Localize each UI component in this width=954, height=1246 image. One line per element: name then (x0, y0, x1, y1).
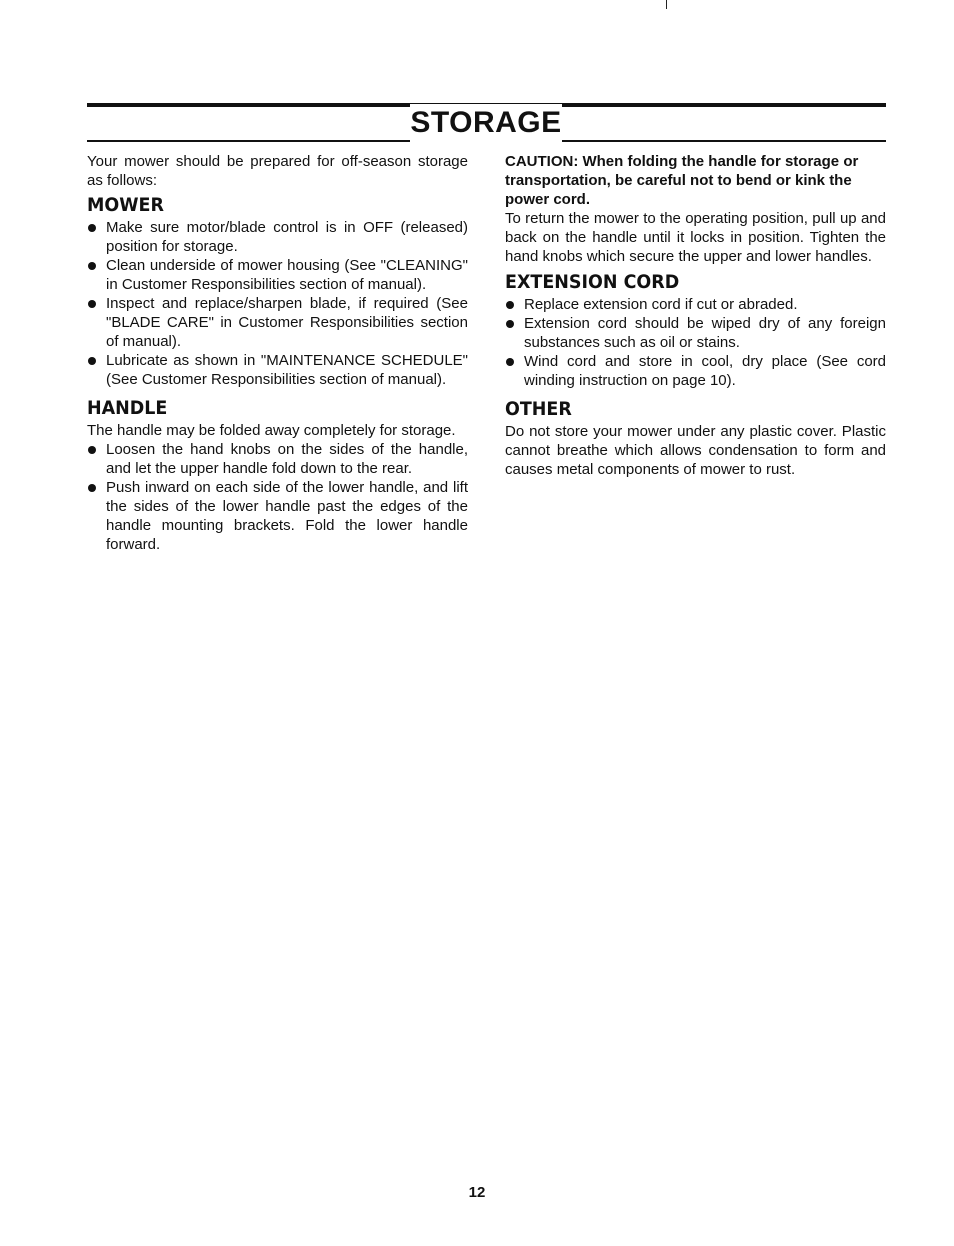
list-item: Clean underside of mower housing (See "CLEANING" in Customer Responsibilities section of manual). (87, 256, 468, 294)
handle-list (87, 440, 468, 554)
return-instructions: To return the mower to the operating position, pull up and back on the handle until it locks in position. Tighten the hand knobs which secure the upper and lower handles. (505, 210, 886, 265)
bullet-icon (506, 301, 514, 309)
list-item: Inspect and replace/sharpen blade, if required (See "BLADE CARE" in Customer Responsibilities section of manual). (87, 294, 468, 351)
mower-heading: MOWER (87, 194, 164, 216)
page-title: STORAGE (410, 104, 562, 142)
list-item: Make sure motor/blade control is in OFF (released) position for storage. (87, 218, 468, 256)
bullet-icon (88, 484, 96, 492)
other-text: Do not store your mower under any plastic cover. Plastic cannot breathe which allows condensation to form and causes metal components of mower to rust. (505, 423, 886, 478)
right-column (505, 152, 886, 479)
bullet-icon (506, 320, 514, 328)
page-number: 12 (468, 1184, 486, 1201)
crop-mark (666, 0, 667, 9)
list-item: Replace extension cord if cut or abraded. (505, 295, 886, 314)
list-item: Wind cord and store in cool, dry place (See cord winding instruction on page 10). (505, 352, 886, 390)
bullet-icon (88, 446, 96, 454)
bullet-icon (88, 300, 96, 308)
handle-intro: The handle may be folded away completely for storage. (87, 422, 456, 439)
list-item: Push inward on each side of the lower handle, and lift the sides of the lower handle past the edges of the handle mounting brackets. Fold the lower handle forward. (87, 478, 468, 554)
list-item: Extension cord should be wiped dry of any foreign substances such as oil or stains. (505, 314, 886, 352)
caution-note: CAUTION: When folding the handle for storage or transportation, be careful not to bend or kink the power cord. (505, 153, 859, 208)
storage-intro: Your mower should be prepared for off-season storage as follows: (87, 153, 468, 189)
extension-cord-list (505, 295, 886, 390)
other-heading: OTHER (505, 398, 572, 420)
bullet-icon (88, 357, 96, 365)
left-column (87, 152, 468, 554)
handle-heading: HANDLE (87, 397, 168, 419)
mower-list (87, 218, 468, 389)
bullet-icon (88, 262, 96, 270)
bullet-icon (506, 358, 514, 366)
extension-cord-heading: EXTENSION CORD (505, 271, 680, 293)
list-item: Loosen the hand knobs on the sides of the handle, and let the upper handle fold down to the rear. (87, 440, 468, 478)
bullet-icon (88, 224, 96, 232)
list-item: Lubricate as shown in "MAINTENANCE SCHEDULE" (See Customer Responsibilities section of manual). (87, 351, 468, 389)
